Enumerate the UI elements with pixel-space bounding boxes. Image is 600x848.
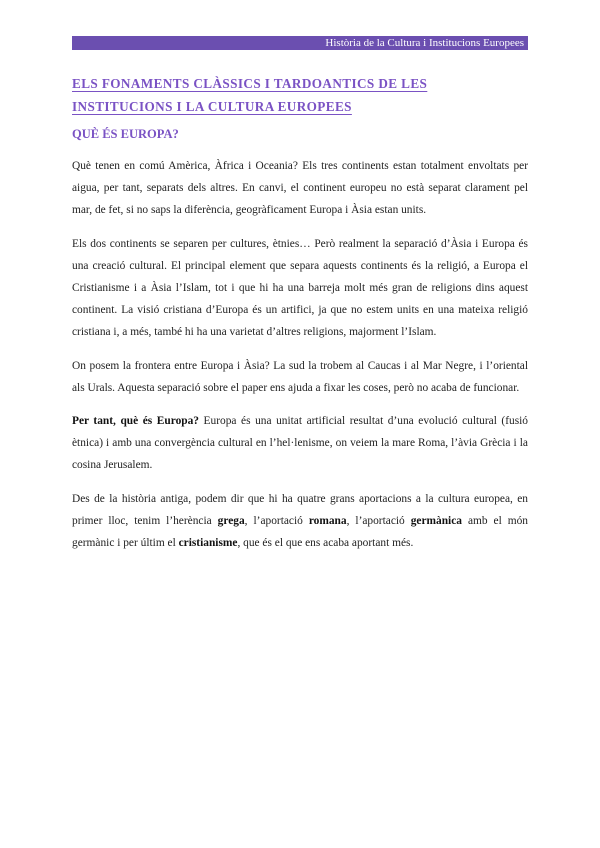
- document-title: ELS FONAMENTS CLÀSSICS I TARDOANTICS DE LES INSTITUCIONS I LA CULTURA EUROPEES: [72, 76, 428, 114]
- paragraph-3: On posem la frontera entre Europa i Àsia? La sud la trobem al Caucas i al Mar Negre, i l’oriental als Urals. Aquesta separació sobre el paper ens ajuda a fixar les coses, però no acaba de funcionar.: [72, 359, 528, 394]
- term-germanica: germànica: [410, 514, 462, 527]
- paragraph-4-text: Europa és una unitat artificial resultat d’una evolució cultural (fusió ètnica) i amb una convergència cultural en l’hel·lenisme, on veiem la mare Roma, l’àvia Grècia i la cosina Jerusalem.: [72, 415, 529, 472]
- paragraph-5-part-e: amb el món germànic i per últim el: [72, 514, 528, 550]
- body-text: [72, 155, 528, 565]
- running-header-title: Història de la Cultura i Institucions Europees: [325, 37, 524, 49]
- paragraph-5-part-a: Des de la història antiga, podem dir que hi ha quatre grans aportacions a la cultura europea, en primer lloc, tenim l’herència: [72, 492, 528, 527]
- term-cristianisme: cristianisme: [178, 537, 238, 550]
- paragraph-4: [72, 410, 528, 477]
- paragraph-5-part-d: , l’aportació: [346, 514, 411, 527]
- paragraph-2: Els dos continents se separen per cultures, ètnies… Però realment la separació d’Àsia i Europa és una creació cultural. El principal element que separa aquests continents és la religió, a Europa el Cristianisme i a Àsia l’Islam, tot i que hi ha una barreja molt més gran de religions dins aquest continent. La visió cristiana d’Europa és un artifici, ja que no estem units en una mateixa religió cristiana i, a més, també hi ha una varietat d’altres religions, majorment l’Islam.: [72, 237, 528, 339]
- paragraph-5-part-c: , l’aportació: [244, 514, 309, 527]
- paragraph-1: Què tenen en comú Amèrica, Àfrica i Oceania? Els tres continents estan totalment envoltats per aigua, per tant, separats dels altres. En canvi, el continent europeu no està separat clarament pel mar, de fet, si no saps la diferència, geogràficament Europa i Àsia estan units.: [72, 160, 528, 217]
- section-heading: QUÈ ÉS EUROPA?: [72, 127, 179, 141]
- term-grega: grega: [217, 514, 245, 527]
- paragraph-5-part-f: , que és el que ens acaba aportant més.: [237, 537, 414, 550]
- paragraph-4-question: Per tant, què és Europa?: [72, 415, 199, 428]
- running-header: [72, 36, 528, 50]
- paragraph-5: [72, 488, 528, 555]
- term-romana: romana: [308, 514, 347, 527]
